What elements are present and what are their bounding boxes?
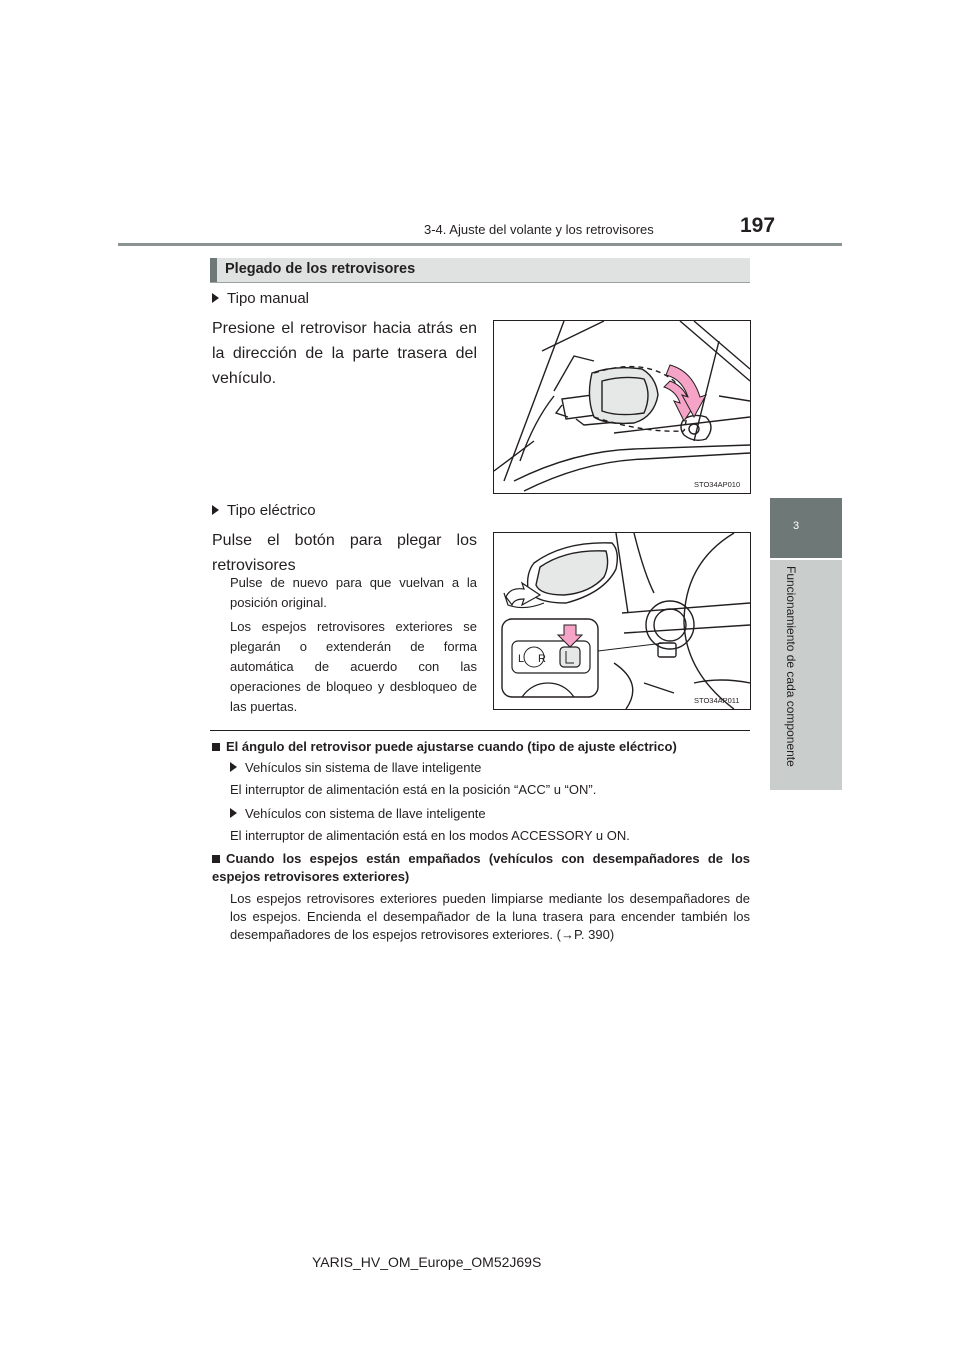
note-defogger-text: Los espejos retrovisores exteriores pueden limpiarse mediante los desempañadores de los espejos. Encienda el desempañador de la luna trasera para encender también los desempañadores de los espejos retrovisores exteriores. (→P. 390) bbox=[230, 891, 750, 942]
square-bullet-icon bbox=[212, 855, 220, 863]
note-angle-title: El ángulo del retrovisor puede ajustarse cuando (tipo de ajuste eléctrico) bbox=[212, 739, 677, 754]
switch-right-label: R bbox=[538, 653, 546, 665]
triangle-bullet-icon bbox=[212, 505, 219, 515]
manual-instruction: Presione el retrovisor hacia atrás en la dirección de la parte trasera del vehículo. bbox=[212, 320, 477, 387]
triangle-bullet-icon bbox=[230, 808, 237, 818]
electric-mirror-drawing bbox=[494, 533, 750, 709]
triangle-bullet-icon bbox=[230, 762, 237, 772]
triangle-bullet-icon bbox=[212, 293, 219, 303]
note-angle-text-with-key: El interruptor de alimentación está en los modos ACCESSORY u ON. bbox=[230, 828, 630, 843]
figure-code-electric: STO34AP011 bbox=[694, 696, 740, 705]
switch-left-label: L bbox=[518, 653, 525, 665]
section-divider bbox=[210, 730, 750, 731]
manual-type-label: Tipo manual bbox=[212, 290, 309, 307]
chapter-title: Funcionamiento de cada componente bbox=[784, 566, 798, 767]
manual-mirror-illustration bbox=[493, 320, 751, 494]
page-number: 197 bbox=[740, 214, 776, 237]
chapter-bar bbox=[770, 560, 842, 790]
chapter-tab bbox=[770, 498, 842, 558]
section-heading bbox=[210, 258, 750, 283]
manual-mirror-drawing bbox=[494, 321, 750, 493]
chapter-title-vertical bbox=[784, 566, 804, 786]
section-title: 3-4. Ajuste del volante y los retrovisores bbox=[424, 222, 654, 237]
note-angle-sub-with-key: Vehículos con sistema de llave inteligente bbox=[230, 806, 486, 821]
figure-code-manual: STO34AP010 bbox=[694, 480, 741, 489]
electric-instruction: Pulse el botón para plegar los retrovisores bbox=[212, 532, 477, 574]
fold-mirror-button bbox=[560, 647, 580, 667]
electric-mirror-illustration bbox=[493, 532, 751, 710]
note-angle-text-without-key: El interruptor de alimentación está en la posición “ACC” u “ON”. bbox=[230, 782, 597, 797]
square-bullet-icon bbox=[212, 743, 220, 751]
footer-manual-code: YARIS_HV_OM_Europe_OM52J69S bbox=[312, 1254, 542, 1270]
chapter-number: 3 bbox=[793, 520, 800, 532]
heading-text: Plegado de los retrovisores bbox=[225, 261, 416, 277]
note-defogger-title: Cuando los espejos están empañados (vehículos con desempañadores de los espejos retrovisores exteriores) bbox=[212, 851, 750, 884]
note-angle-sub-without-key: Vehículos sin sistema de llave inteligente bbox=[230, 760, 481, 775]
header-rule bbox=[118, 243, 842, 246]
electric-type-label: Tipo eléctrico bbox=[212, 502, 316, 519]
electric-note-restore: Pulse de nuevo para que vuelvan a la posición original. bbox=[230, 575, 477, 610]
heading-accent bbox=[210, 258, 217, 282]
electric-note-auto: Los espejos retrovisores exteriores se plegarán o extenderán de forma automática de acuerdo con las operaciones de bloqueo y desbloqueo de las puertas. bbox=[230, 619, 477, 714]
